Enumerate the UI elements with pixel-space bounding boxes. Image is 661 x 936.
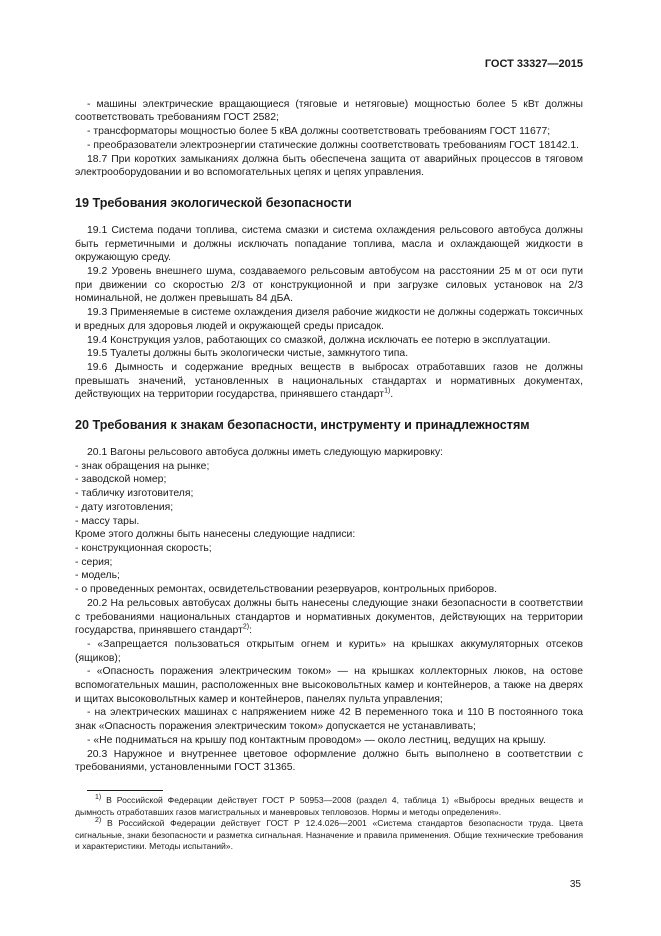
footnote-divider [87, 790, 163, 791]
paragraph: 19.4 Конструкция узлов, работающих со смазкой, должна исключать ее потерю в эксплуатации. [87, 334, 551, 346]
paragraph: 19.1 Система подачи топлива, система смазки и система охлаждения рельсового автобуса должны быть герметичными и должны исключать попадание топлива, масла и охлаждающей жидкости в окружающую среду. [75, 224, 583, 264]
paragraph: Кроме этого должны быть нанесены следующие надписи: [75, 529, 356, 541]
paragraph-with-footnote [75, 597, 583, 638]
paragraph: 19.2 Уровень внешнего шума, создаваемого рельсовым автобусом на расстоянии 25 м от оси пути при движении со скоростью 2/3 от конструкционной и при загрузке силовых установок на 2/3 номинальной, не должен превышать 84 дБА. [75, 266, 583, 305]
paragraph-end: . [390, 389, 394, 401]
list-item: - на электрических машинах с напряжением ниже 42 В переменного тока и 110 В постоянного тока знак «Опасность поражения электрическим током» допускается не устанавливать; [75, 707, 583, 733]
paragraph: 20.1 Вагоны рельсового автобуса должны иметь следующую маркировку: [87, 447, 444, 459]
paragraph-with-footnote [75, 361, 583, 402]
list-item: - заводской номер; [75, 474, 167, 486]
paragraph: - машины электрические вращающиеся (тяговые и нетяговые) мощностью более 5 кВт должны соответствовать требованиям ГОСТ 2582; [75, 98, 583, 124]
list-item: - серия; [75, 556, 113, 568]
paragraph-text: 20.2 На рельсовых автобусах должны быть нанесены следующие знаки безопасности в соответствии с требованиями национальных стандартов и нормативных документов, действующих на территории государства, принявшего стандарт [75, 597, 583, 637]
paragraph: - трансформаторы мощностью более 5 кВА должны соответствовать требованиям ГОСТ 11677; [87, 126, 551, 138]
footnote [75, 818, 583, 853]
footnote-text: В Российской Федерации действует ГОСТ Р 12.4.026—2001 «Система стандартов безопасности труда. Цвета сигнальные, знаки безопасности и разметка сигнальная. Назначение и правила применения. Общие технические требования и характеристики. Методы испытаний». [75, 818, 583, 852]
footnote [75, 795, 583, 818]
list-item: - «Опасность поражения электрическим током» — на крышках коллекторных люков, на остове вспомогательных машин, расположенных вне высоковольтных камер и контейнеров, а также на дверях и щитах высоковольтных камер и контейнеров, панелях пульта управления; [75, 666, 583, 705]
list-item: - о проведенных ремонтах, освидетельствовании резервуаров, контрольных приборов. [75, 584, 497, 596]
footnote-reference[interactable]: 2) [242, 623, 250, 631]
footnote-mark: 2) [95, 817, 102, 825]
section-heading-19: 19 Требования экологической безопасности [75, 195, 352, 210]
document-code-header: ГОСТ 33327—2015 [484, 58, 583, 70]
paragraph-text: 19.6 Дымность и содержание вредных веществ в выбросах отработавших газов не должны превышать значений, установленных в национальных стандартах и нормативных документах, действующих на территории государства, принявшего стандарт [75, 361, 583, 401]
footnote-mark: 1) [95, 794, 102, 802]
footnote-text: В Российской Федерации действует ГОСТ Р 50953—2008 (раздел 4, таблица 1) «Выбросы вредных веществ и дымность отработавших газов магистральных и маневровых тепловозов. Нормы и методы определения». [75, 794, 583, 817]
list-item: - «Запрещается пользоваться открытым огнем и курить» на крышках аккумуляторных отсеков (ящиков); [75, 638, 583, 664]
paragraph: - преобразователи электроэнергии статические должны соответствовать требованиям ГОСТ 18142.1. [87, 139, 580, 151]
list-item: - модель; [75, 570, 120, 582]
list-item: - массу тары. [75, 515, 140, 527]
page-number: 35 [569, 879, 581, 890]
paragraph: 19.3 Применяемые в системе охлаждения дизеля рабочие жидкости не должны содержать токсичных и вредных для здоровья людей и окружающей среды присадок. [75, 307, 583, 332]
paragraph: 19.5 Туалеты должны быть экологически чистые, замкнутого типа. [87, 348, 409, 360]
paragraph: 18.7 При коротких замыканиях должна быть обеспечена защита от аварийных процессов в тяговом электрооборудовании и во вспомогательных цепях и цепях управления. [75, 153, 583, 179]
footnote-reference[interactable]: 1) [384, 387, 391, 395]
list-item: - табличку изготовителя; [75, 488, 194, 500]
section-heading-20: 20 Требования к знакам безопасности, инструменту и принадлежностям [75, 418, 530, 433]
list-item: - дату изготовления; [75, 501, 174, 513]
list-item: - знак обращения на рынке; [75, 460, 210, 472]
paragraph: 20.3 Наружное и внутреннее цветовое оформление должно быть выполнено в соответствии с требованиями, установленными ГОСТ 31365. [75, 748, 583, 774]
list-item: - «Не подниматься на крышу под контактным проводом» — около лестниц, ведущих на крышу. [87, 734, 546, 746]
list-item: - конструкционная скорость; [75, 542, 212, 554]
paragraph-end: : [249, 625, 252, 637]
